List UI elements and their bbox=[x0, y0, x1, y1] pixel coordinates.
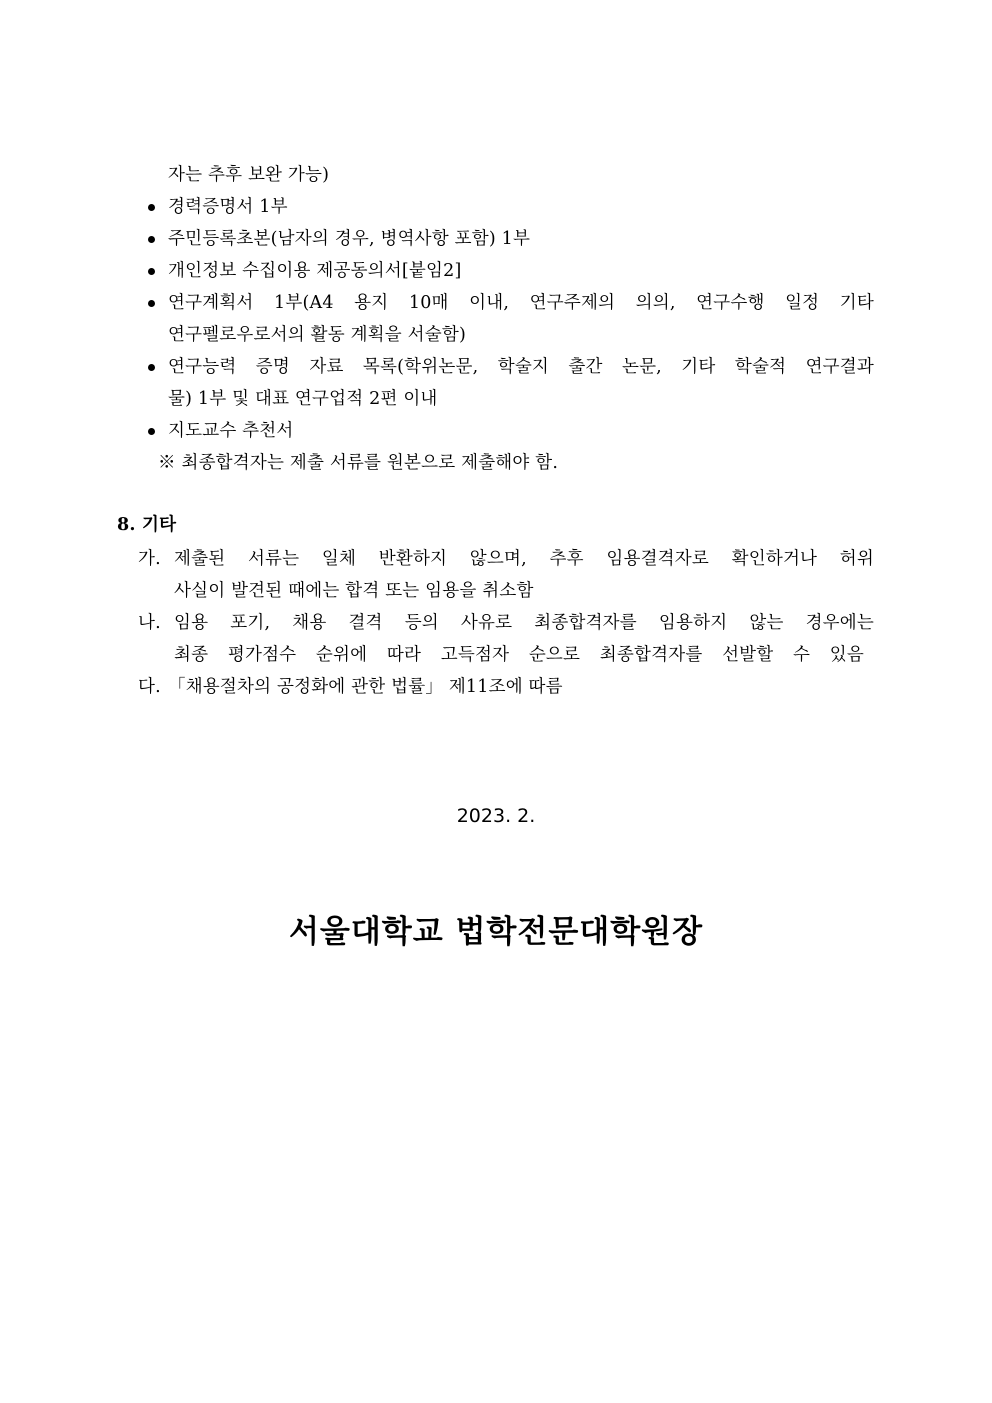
issuer-signature: 서울대학교 법학전문대학원장 bbox=[288, 914, 704, 950]
item-text: 임용 포기, 채용 결격 등의 사유로 최종합격자를 임용하지 않는 경우에는 bbox=[174, 613, 874, 633]
item-text: 제출된 서류는 일체 반환하지 않으며, 추후 임용결격자로 확인하거나 허위 bbox=[174, 549, 874, 569]
item-text-continuation: 사실이 발견된 때에는 합격 또는 임용을 취소함 bbox=[174, 581, 534, 601]
list-item: 주민등록초본(남자의 경우, 병역사항 포함) 1부 bbox=[168, 229, 531, 249]
item-text-continuation: 최종 평가점수 순위에 따라 고득점자 순으로 최종합격자를 선발할 수 있음 bbox=[174, 645, 864, 665]
submission-note: ※ 최종합격자는 제출 서류를 원본으로 제출해야 함. bbox=[158, 453, 559, 473]
item-marker: 나. bbox=[138, 613, 161, 633]
list-item-continuation: 연구펠로우로서의 활동 계획을 서술함) bbox=[168, 325, 466, 345]
bullet-icon bbox=[148, 268, 155, 275]
list-item: 연구계획서 1부(A4 용지 10매 이내, 연구주제의 의의, 연구수행 일정 기타 bbox=[168, 293, 874, 313]
bullet-icon bbox=[148, 236, 155, 243]
list-item-continuation: 물) 1부 및 대표 연구업적 2편 이내 bbox=[168, 389, 438, 409]
document-date: 2023. 2. bbox=[456, 805, 536, 827]
bullet-icon bbox=[148, 300, 155, 307]
item-marker: 가. bbox=[138, 549, 161, 569]
list-item-continuation: 자는 추후 보완 가능) bbox=[168, 165, 330, 185]
list-item: 개인정보 수집이용 제공동의서[붙임2] bbox=[168, 261, 462, 281]
bullet-icon bbox=[148, 364, 155, 371]
item-text: 「채용절차의 공정화에 관한 법률」 제11조에 따름 bbox=[168, 677, 563, 697]
list-item: 연구능력 증명 자료 목록(학위논문, 학술지 출간 논문, 기타 학술적 연구결과 bbox=[168, 357, 874, 377]
list-item: 경력증명서 1부 bbox=[168, 197, 288, 217]
section-heading: 8. 기타 bbox=[117, 515, 177, 535]
list-item: 지도교수 추천서 bbox=[168, 421, 294, 441]
bullet-icon bbox=[148, 428, 155, 435]
item-marker: 다. bbox=[138, 677, 161, 697]
bullet-icon bbox=[148, 204, 155, 211]
